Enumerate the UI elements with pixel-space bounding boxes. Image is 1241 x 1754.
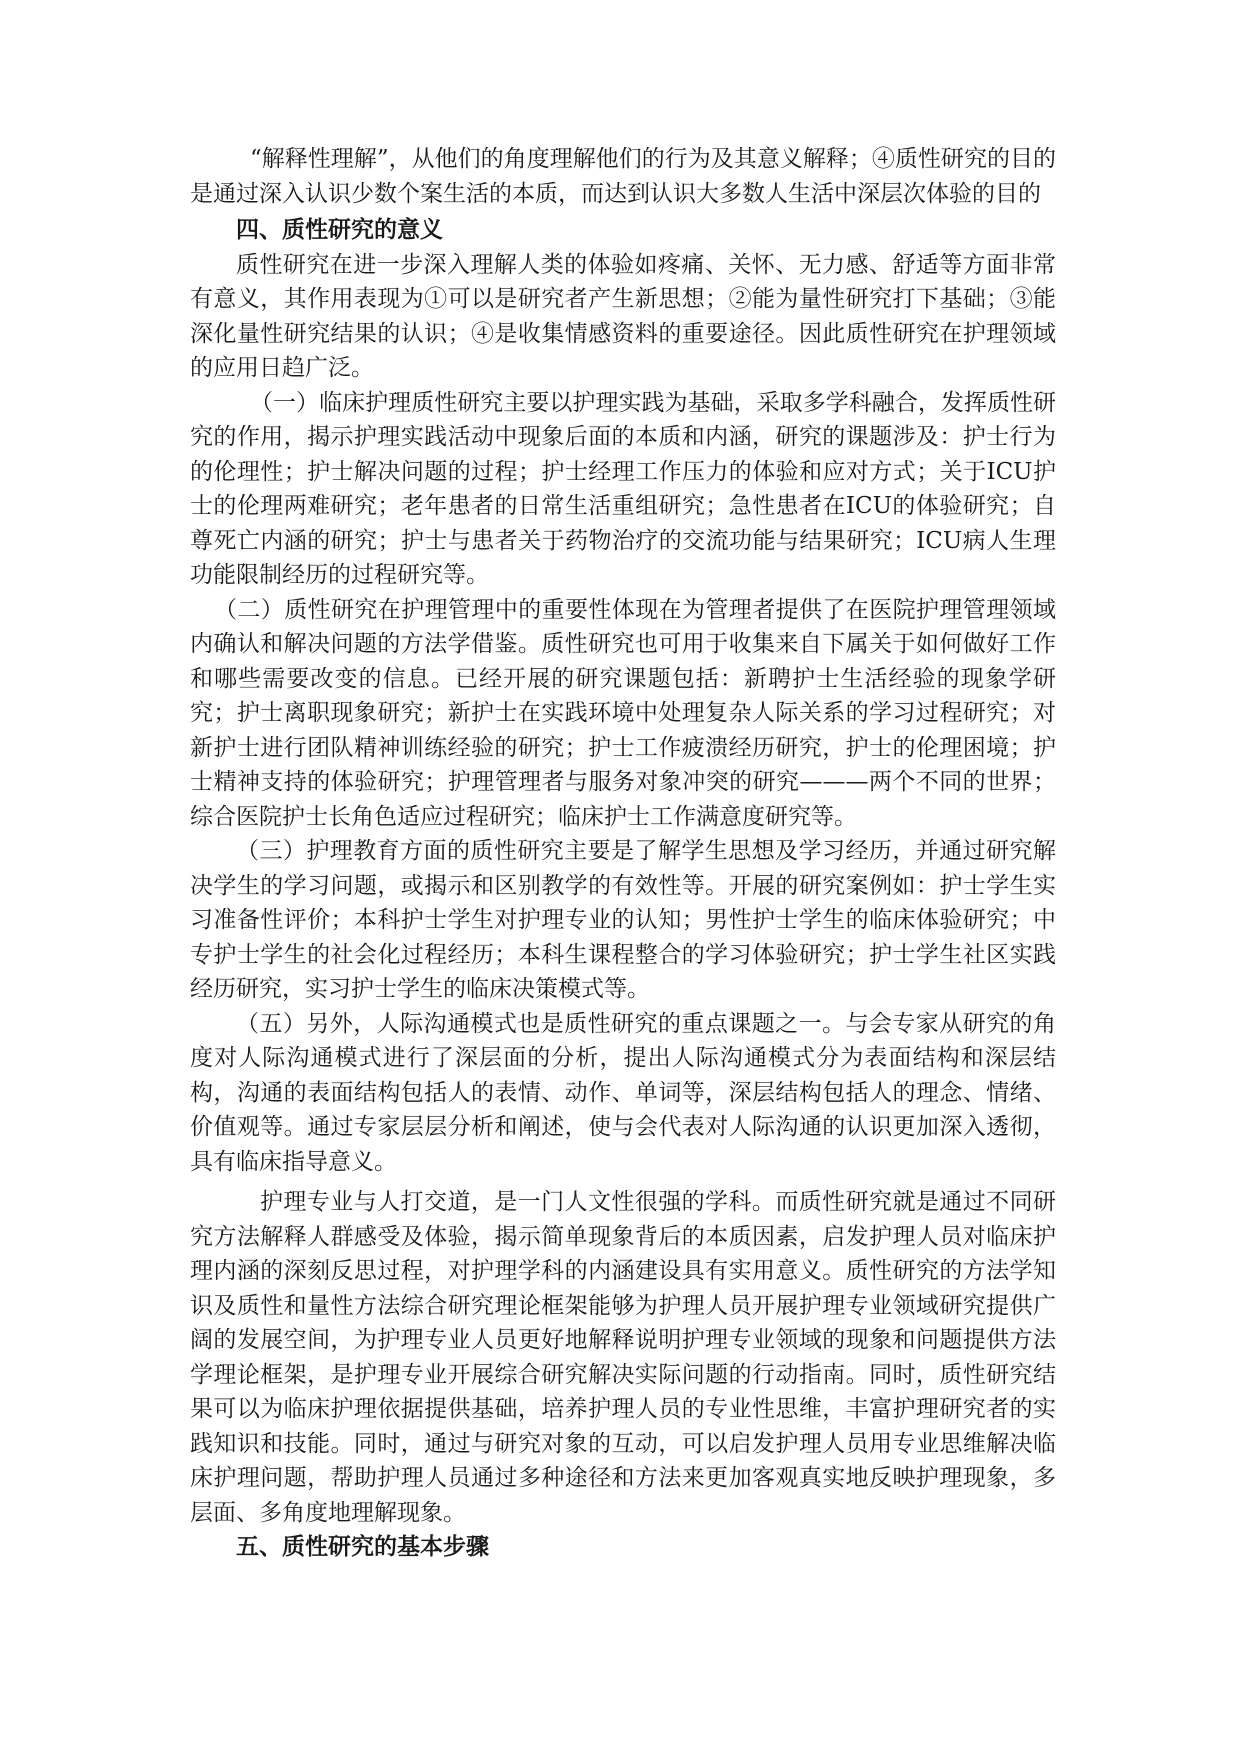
document-body [190, 142, 1056, 1565]
section-heading-basic-steps: 五、质性研究的基本步骤 [236, 1533, 489, 1560]
paragraph-interpersonal-communication: （五）另外，人际沟通模式也是质性研究的重点课题之一。与会专家从研究的角度对人际沟通模式进行了深层面的分析，提出人际沟通模式分为表面结构和深层结构，沟通的表面结构包括人的表情、动作、单词等，深层结构包括人的理念、情绪、价值观等。通过专家层层分析和阐述，使与会代表对人际沟通的认识更加深入透彻，具有临床指导意义。 [190, 1010, 1056, 1175]
paragraph-nursing-education: （三）护理教育方面的质性研究主要是了解学生思想及学习经历，并通过研究解决学生的学习问题，或揭示和区别教学的有效性等。开展的研究案例如：护士学生实习准备性评价；本科护士学生对护理专业的认知；男性护士学生的临床体验研究；中专护士学生的社会化过程经历；本科生课程整合的学习体验研究；护士学生社区实践经历研究，实习护士学生的临床决策模式等。 [190, 838, 1056, 1002]
section-heading-significance: 四、质性研究的意义 [236, 216, 443, 243]
paragraph-significance: 质性研究在进一步深入理解人类的体验如疼痛、关怀、无力感、舒适等方面非常有意义，其作用表现为①可以是研究者产生新思想；②能为量性研究打下基础；③能深化量性研究结果的认识；④是收集情感资料的重要途径。因此质性研究在护理领域的应用日趋广泛。 [190, 251, 1056, 381]
paragraph-nursing-profession: 护理专业与人打交道，是一门人文性很强的学科。而质性研究就是通过不同研究方法解释人群感受及体验，揭示简单现象背后的本质因素，启发护理人员对临床护理内涵的深刻反思过程，对护理学科的内涵建设具有实用意义。质性研究的方法学知识及质性和量性方法综合研究理论框架能够为护理人员开展护理专业领域研究提供广阔的发展空间，为护理专业人员更好地解释说明护理专业领域的现象和问题提供方法学理论框架，是护理专业开展综合研究解决实际问题的行动指南。同时，质性研究结果可以为临床护理依据提供基础，培养护理人员的专业性思维，丰富护理研究者的实践知识和技能。同时，通过与研究对象的互动，可以启发护理人员用专业思维解决临床护理问题，帮助护理人员通过多种途径和方法来更加客观真实地反映护理现象，多层面、多角度地理解现象。 [190, 1189, 1056, 1526]
paragraph-clinical-nursing: （一）临床护理质性研究主要以护理实践为基础，采取多学科融合，发挥质性研究的作用，揭示护理实践活动中现象后面的本质和内涵，研究的课题涉及：护士行为的伦理性；护士解决问题的过程；护士经理工作压力的体验和应对方式；关于ICU护士的伦理两难研究；老年患者的日常生活重组研究；急性患者在ICU的体验研究；自尊死亡内涵的研究；护士与患者关于药物治疗的交流功能与结果研究；ICU病人生理功能限制经历的过程研究等。 [190, 389, 1056, 588]
paragraph-nursing-management: （二）质性研究在护理管理中的重要性体现在为管理者提供了在医院护理管理领域内确认和解决问题的方法学借鉴。质性研究也可用于收集来自下属关于如何做好工作和哪些需要改变的信息。已经开展的研究课题包括：新聘护士生活经验的现象学研究；护士离职现象研究；新护士在实践环境中处理复杂人际关系的学习过程研究；对新护士进行团队精神训练经验的研究；护士工作疲溃经历研究，护士的伦理困境；护士精神支持的体验研究；护理管理者与服务对象冲突的研究———两个不同的世界；综合医院护士长角色适应过程研究；临床护士工作满意度研究等。 [190, 596, 1056, 830]
paragraph-interpretive-understanding: “解释性理解”，从他们的角度理解他们的行为及其意义解释；④质性研究的目的是通过深入认识少数个案生活的本质，而达到认识大多数人生活中深层次体验的目的 [190, 146, 1056, 207]
